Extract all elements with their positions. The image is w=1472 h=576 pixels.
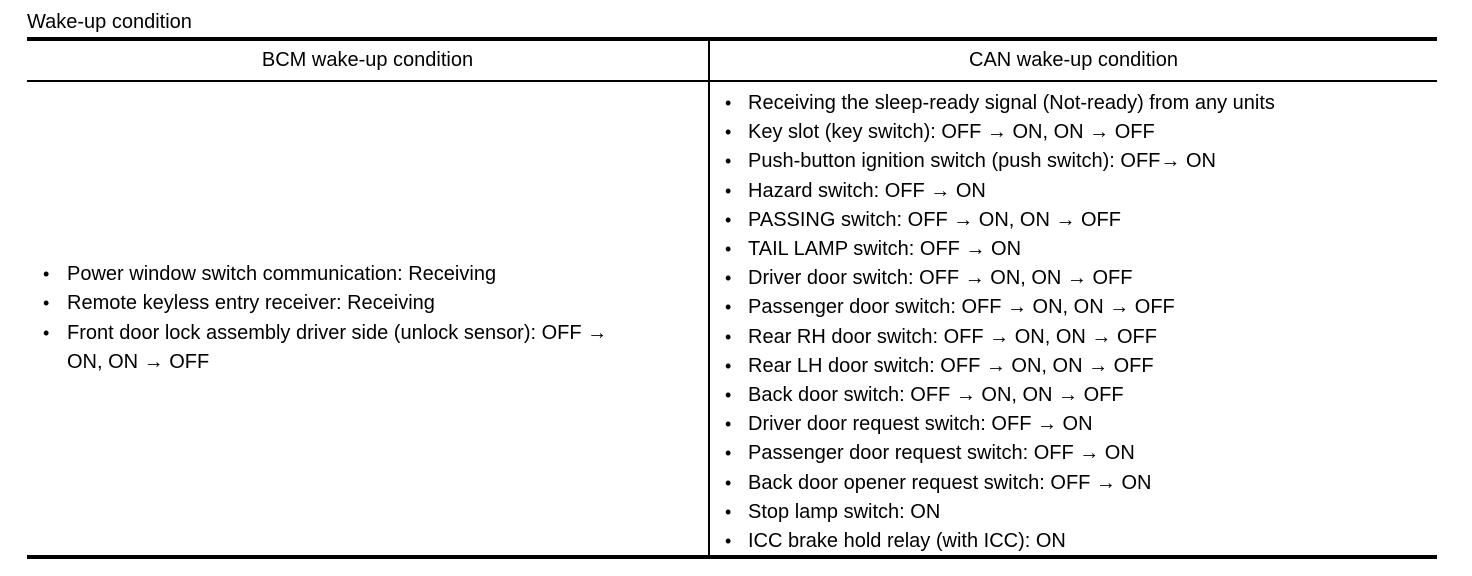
bullet-icon: • xyxy=(725,268,732,289)
list-item xyxy=(710,235,1437,264)
can-condition-text: Key slot (key switch): OFF → ON, ON → OFF xyxy=(748,121,1155,144)
list-item xyxy=(27,289,627,318)
bullet-icon: • xyxy=(725,472,732,493)
bullet-icon: • xyxy=(43,264,50,285)
list-item xyxy=(710,527,1437,556)
list-item xyxy=(710,206,1437,235)
bullet-icon: • xyxy=(725,355,732,376)
table-header-row xyxy=(27,41,1437,82)
list-item xyxy=(710,177,1437,206)
list-item xyxy=(710,381,1437,410)
header-bcm-wake-up-condition: BCM wake-up condition xyxy=(261,49,474,71)
list-item xyxy=(27,319,627,377)
bullet-icon: • xyxy=(725,385,732,406)
list-item xyxy=(710,469,1437,498)
can-condition-text: Hazard switch: OFF → ON xyxy=(748,179,986,202)
bullet-icon: • xyxy=(725,326,732,347)
bullet-icon: • xyxy=(725,414,732,435)
can-condition-text: Driver door request switch: OFF → ON xyxy=(748,413,1093,436)
list-item xyxy=(710,147,1437,176)
can-condition-text: Back door opener request switch: OFF → ON xyxy=(748,471,1152,494)
list-item xyxy=(27,260,627,289)
can-conditions-cell xyxy=(710,82,1437,555)
can-condition-text: Passenger door switch: OFF → ON, ON → OFF xyxy=(748,296,1175,319)
bullet-icon: • xyxy=(725,239,732,260)
list-item xyxy=(710,352,1437,381)
can-conditions-list xyxy=(710,89,1437,556)
list-item xyxy=(710,323,1437,352)
can-condition-text: Rear LH door switch: OFF → ON, ON → OFF xyxy=(748,354,1154,377)
bullet-icon: • xyxy=(725,122,732,143)
bcm-condition-text: Front door lock assembly driver side (unlock sensor): OFF → ON, ON → OFF xyxy=(67,321,608,373)
can-condition-text: Rear RH door switch: OFF → ON, ON → OFF xyxy=(748,325,1157,348)
bullet-icon: • xyxy=(725,209,732,230)
list-item xyxy=(710,264,1437,293)
can-condition-text: TAIL LAMP switch: OFF → ON xyxy=(748,238,1022,261)
list-item xyxy=(710,410,1437,439)
header-can-wake-up-condition: CAN wake-up condition xyxy=(969,49,1178,71)
bcm-condition-text: Power window switch communication: Receiving xyxy=(67,263,497,286)
bcm-conditions-list xyxy=(27,260,627,377)
can-condition-text: ICC brake hold relay (with ICC): ON xyxy=(748,530,1066,553)
can-condition-text: Driver door switch: OFF → ON, ON → OFF xyxy=(748,267,1133,290)
list-item xyxy=(710,498,1437,527)
list-item xyxy=(710,439,1437,468)
bcm-condition-text: Remote keyless entry receiver: Receiving xyxy=(67,292,435,315)
bullet-icon: • xyxy=(43,322,50,343)
can-condition-text: Push-button ignition switch (push switch): OFF→ ON xyxy=(748,150,1216,173)
can-condition-text: Stop lamp switch: ON xyxy=(748,500,941,523)
table-caption: Wake-up condition xyxy=(27,11,192,33)
bullet-icon: • xyxy=(43,293,50,314)
can-condition-text: Back door switch: OFF → ON, ON → OFF xyxy=(748,384,1124,407)
can-condition-text: Receiving the sleep-ready signal (Not-ready) from any units xyxy=(748,92,1275,114)
list-item xyxy=(710,293,1437,322)
bullet-icon: • xyxy=(725,93,732,113)
list-item xyxy=(710,89,1437,118)
can-condition-text: Passenger door request switch: OFF → ON xyxy=(748,442,1135,465)
bullet-icon: • xyxy=(725,531,732,552)
bullet-icon: • xyxy=(725,180,732,201)
bullet-icon: • xyxy=(725,297,732,318)
can-condition-text: PASSING switch: OFF → ON, ON → OFF xyxy=(748,208,1121,231)
bullet-icon: • xyxy=(725,151,732,172)
bullet-icon: • xyxy=(725,443,732,464)
list-item xyxy=(710,118,1437,147)
bullet-icon: • xyxy=(725,501,732,522)
bcm-conditions-cell xyxy=(27,82,708,555)
wake-up-condition-table xyxy=(27,37,1437,559)
